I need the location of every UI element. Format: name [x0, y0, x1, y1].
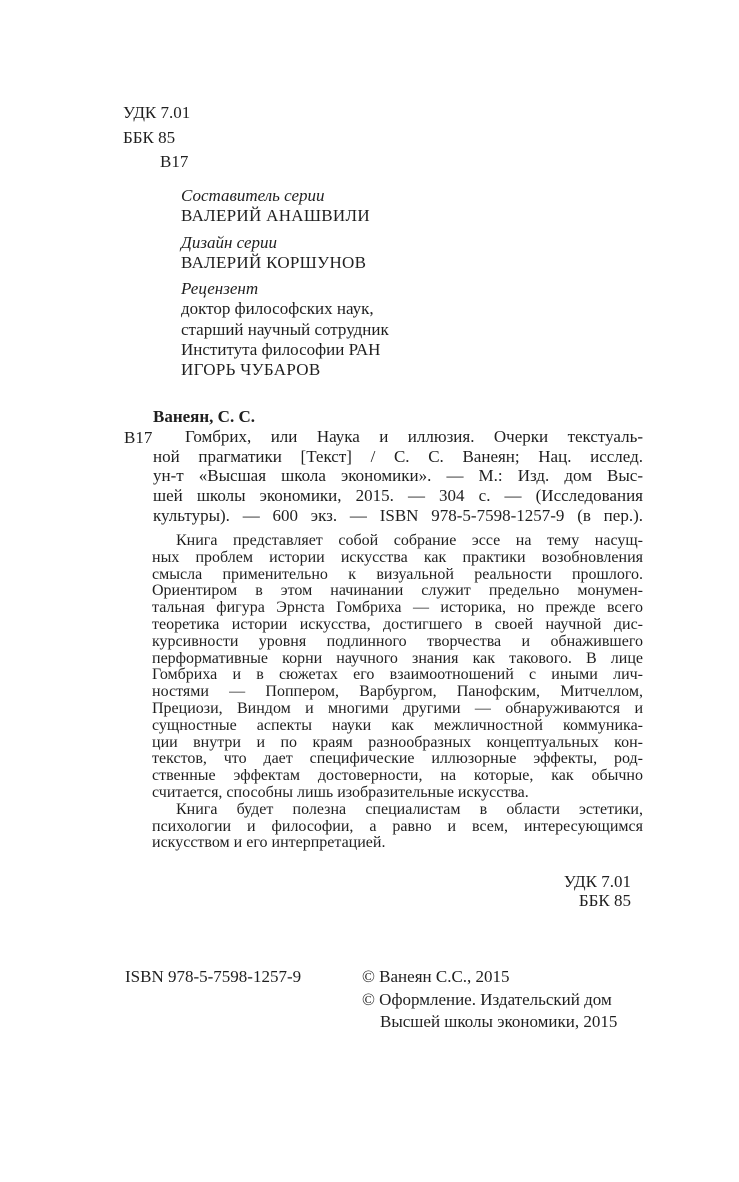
annotation-line: Ориентиром в этом начинании служит предельно монумен- — [152, 582, 643, 600]
series-design-label: Дизайн серии — [181, 232, 277, 252]
annotation-line: искусством и его интерпретацией. — [152, 834, 386, 852]
udk-code-bottom: УДК 7.01 — [563, 872, 631, 891]
reviewer-name: ИГОРЬ ЧУБАРОВ — [181, 360, 321, 380]
biblio-line: шей школы экономики, 2015. — 304 с. — (Исследования — [153, 486, 643, 506]
reviewer-position: старший научный сотрудник — [181, 319, 389, 339]
biblio-author: Ванеян, С. С. — [153, 407, 255, 426]
bibliographic-record — [153, 407, 643, 526]
annotation-line: тальная фигура Эрнста Гомбриха — историка, но прежде всего — [152, 599, 643, 617]
udk-code: УДК 7.01 — [123, 103, 191, 122]
bbk-code: ББК 85 — [123, 127, 176, 147]
reviewer-institute: Института философии РАН — [181, 340, 381, 360]
annotation-line: смысла применительно к визуальной реальности прошлого. — [152, 565, 643, 583]
biblio-line: ной прагматики [Текст] / С. С. Ванеян; Нац. исслед. — [153, 446, 643, 466]
book-code: В17 — [160, 152, 189, 172]
annotation-line: ных проблем истории искусства как практики возобновления — [152, 548, 643, 566]
annotation-line: перформативные корни научного знания как такового. В лице — [152, 649, 643, 667]
annotation-line: Прециози, Виндом и многими другими — обнаруживаются и — [152, 699, 643, 717]
annotation-line: текстов, что дает специфические иллюзорные эффекты, род- — [152, 750, 643, 768]
bbk-code-bottom: ББК 85 — [578, 891, 631, 910]
biblio-line: ун-т «Высшая школа экономики». — М.: Изд. дом Выс- — [153, 466, 643, 486]
reviewer-degree: доктор философских наук, — [181, 299, 374, 319]
classification-codes-top — [123, 101, 190, 175]
annotation-line: Гомбриха и в сюжетах его взаимоотношений с иными лич- — [152, 666, 643, 684]
annotation-line: психологии и философии, а равно и всем, интересующимся — [152, 817, 643, 835]
copyright-design-line: © Оформление. Издательский дом — [362, 989, 612, 1009]
copyright-author: © Ванеян С.С., 2015 — [362, 967, 510, 986]
copyright-design-line: Высшей школы экономики, 2015 — [380, 1012, 618, 1032]
copyright-block — [362, 966, 617, 1034]
biblio-line: культуры). — 600 экз. — ISBN 978-5-7598-1257-9 (в пер.). — [153, 505, 643, 525]
annotation-line: Книга представляет собой собрание эссе на тему насущ- — [176, 532, 643, 549]
annotation-line: считается, способны лишь изобразительные искусства. — [152, 783, 529, 801]
series-design-name: ВАЛЕРИЙ КОРШУНОВ — [181, 252, 367, 272]
annotation-line: курсивности уровня подлинного творчества и обнажившего — [152, 632, 643, 650]
isbn-number: ISBN 978-5-7598-1257-9 — [125, 967, 302, 986]
annotation-line: теоретика истории искусства, достигшего в своей научной дис- — [152, 615, 643, 633]
series-credits — [181, 186, 389, 381]
annotation-line: ции внутри и по краям разнообразных концептуальных кон- — [152, 733, 643, 751]
annotation-line: сущностные аспекты науки как межличностной коммуника- — [152, 716, 643, 734]
annotation-text — [152, 533, 643, 852]
series-editor-name: ВАЛЕРИЙ АНАШВИЛИ — [181, 206, 370, 226]
annotation-line: ственные эффектам достоверности, на которые, как обычно — [152, 767, 643, 785]
reviewer-label: Рецензент — [181, 279, 259, 299]
classification-codes-bottom — [564, 872, 631, 910]
series-editor-label: Составитель серии — [181, 186, 325, 205]
biblio-margin-code: В17 — [124, 428, 153, 447]
annotation-line: Книга будет полезна специалистам в области эстетики, — [176, 800, 643, 818]
biblio-line: Гомбрих, или Наука и иллюзия. Очерки текстуаль- — [185, 426, 643, 446]
annotation-line: ностями — Поппером, Варбургом, Панофским, Митчеллом, — [152, 683, 643, 701]
